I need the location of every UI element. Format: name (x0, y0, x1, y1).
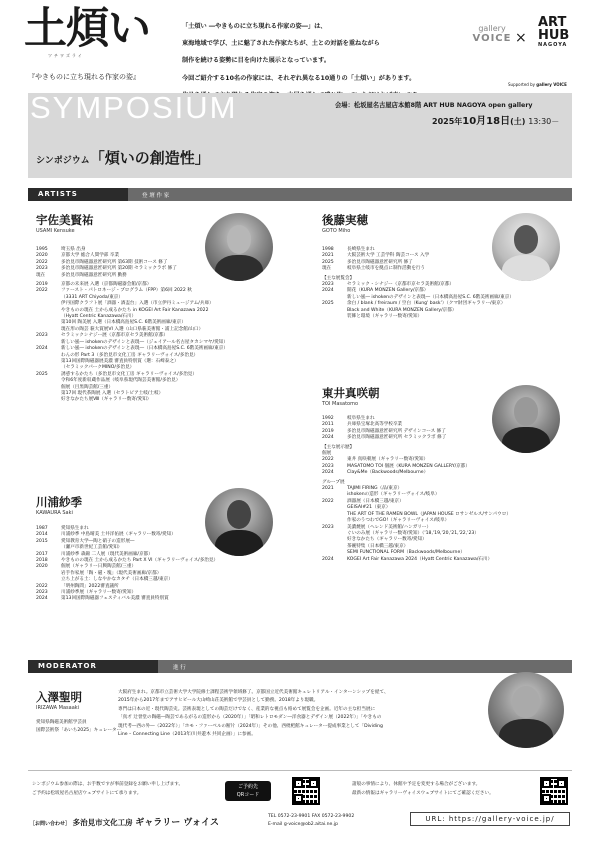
bio-detail: 兵庫県宝塚北高等学校卒業 (347, 422, 403, 428)
bio-row (36, 596, 218, 602)
intro-text: 「土煩い ―やきものに立ち現れる作家の姿―」は、 東海地域で学び、土に魅了された作家たちが、土との対話を重ねながら 制作を続ける姿勢に目を向けた展示となっています。 今回ご紹介する10名の作家には、それぞれ異なる10通りの「土煩い」があります。 (182, 23, 416, 82)
gallery-qr[interactable] (540, 777, 568, 805)
bio-year: 【主な展示歴】 (322, 444, 355, 450)
bio-year: 2024 (36, 346, 48, 352)
bio-year: 2022 (322, 457, 334, 463)
contact-details: TEL 0572-23-9901 FAX 0572-23-9902 E-mail g-voice@ob2.aitai.ne.jp (268, 814, 355, 827)
bio-detail: 酒器展（日本橋三越/東京） (347, 498, 404, 504)
bio-year: 2025 (322, 301, 334, 307)
bio-detail: 岐阜県土岐市を拠点に制作活動を行う (347, 266, 426, 272)
event-date: 2025年10月18日(土) 13:30－ (432, 116, 560, 127)
bio-year: 現在 (322, 266, 332, 272)
artist-toi: 東井真咲朝 TOI Masatomo (322, 386, 380, 407)
bio-year: グループ展 (322, 479, 345, 485)
bio-detail: 「明州陶問」2022審査議所 (61, 583, 119, 589)
bio-detail: 川浦紗季展（ギャラリー数寄/愛知） (61, 590, 137, 596)
footer-left-notes: シンポジウム参加の際は、お手数ですが事前登録をお願い申し上げます。 ご予約は松坂屋名古屋店ウェブサイトにて承ります。 (32, 782, 184, 796)
footer-right-notes: 諸般の事情により、休館や予定を変更する場合がございます。 最新の情報はギャラリーヴォイスウェブサイトにてご確認ください。 (352, 782, 494, 796)
main-title: 土煩い (24, 4, 150, 54)
bio-row (322, 314, 514, 320)
bio-detail: 現在形の陶芸 萩大賞展VI 入選（山口県萩美術館・浦上記念館/山口） (61, 326, 204, 332)
bio-detail: 余白 / blank / freiraum / 空白（Kung' bask'）（クマ財団ギャラリー/東京） (347, 301, 506, 307)
bio-detail: 埼玉県 出身 (61, 247, 86, 252)
bio-detail: わんの形 Part 3（多治見市文化工房 ギャラリーヴォイス/多治見） (61, 352, 199, 358)
symposium-word: SYMPOSIUM (30, 90, 238, 125)
subtitle: 『やきものに立ち現れる作家の姿』 (28, 73, 140, 81)
bio-year: 2024 (322, 288, 334, 294)
bio-detail: 個展（ギャラリー日興陶芸館/三重） (61, 564, 137, 570)
bio-row (36, 397, 228, 403)
cross-icon: × (515, 30, 527, 46)
bio-year: 2022 (322, 498, 334, 504)
moderator-info: 入澤聖明 IRIZAWA Masaaki 愛知県陶磁美術館学芸員 国際芸術祭「あいち2025」キュレーター (36, 690, 122, 733)
bio-detail: （3331 ART Chiyoda/東京） (61, 294, 123, 300)
bio-detail: 東井 真咲朝展（ギャラリー数寄/愛知） (347, 457, 429, 463)
bio-detail: 京都の未来展 入選（京都陶磁器会館/京都） (61, 282, 152, 288)
bio-year: 個展 (322, 451, 332, 457)
footer-divider (28, 770, 572, 771)
bio-detail: 好きなかたち（ギャラリー数寄/愛知） (347, 537, 427, 543)
venue: 会場：松坂屋名古屋店本館8階 ART HUB NAGOYA open gallery (335, 102, 533, 109)
bio-detail: GEISAI#21（東京） (347, 505, 391, 511)
bio-detail: 美濃焼展（ヘレンド美術館/ハンガリー） (347, 524, 432, 530)
moderator-photo (488, 672, 564, 748)
bio-year: 1992 (322, 416, 334, 421)
bio-detail: （Hyatt Centric Kanazawa/石川） (61, 314, 137, 320)
bio-detail: セラミック・シナジー（京都市京セラ美術館/京都） (347, 282, 455, 288)
bio-year: 2023 (322, 463, 334, 469)
bio-detail: 好きなかたち展Ⅷ（ギャラリー数寄/愛知） (61, 397, 152, 403)
bio-detail: 多治見市陶磁器意匠研究所 第20期 セラミックラボ 修了 (61, 266, 177, 272)
bio-detail: ファースト・パトロネージ・プログラム（FPP）第6回 2022 秋 (61, 288, 192, 294)
title-ruby: ツチワズライ (48, 53, 84, 58)
bio-year: 2021 (322, 486, 334, 492)
bio-detail: 装飾と環境（ギャラリー数寄/愛知） (347, 314, 423, 320)
bio-detail: 新しい風― ishokenのデザインと表現―（日本橋高島屋S.C. 6階美術画廊/東京） (61, 346, 228, 352)
artists-bar: ARTISTS 登 壇 作 家 (28, 188, 572, 201)
bio-year: 2021 (322, 253, 334, 259)
bio-detail: （瀬戸市新世紀工芸館/愛知） (61, 545, 123, 551)
bio-year: 2024 (322, 435, 334, 441)
bio-detail: 誘惑するかたち（多治見市文化工房 ギャラリーヴォイス/多治見） (61, 371, 197, 377)
bio-year: 2015 (36, 538, 48, 544)
bio-detail: 京都大学 総合人間学部 卒業 (61, 253, 120, 259)
bio-detail: 川浦紗季 森錦 二人展（現代美術画廊/京都） (61, 551, 153, 557)
bio-detail: SEMI FUNCTIONAL FORM（Backwoods/Melbourne） (347, 550, 465, 556)
artist-bio-kawaura (36, 526, 218, 603)
bio-year: 2023 (322, 282, 334, 288)
bio-detail: ぐいのみ展（ギャラリー数寄/愛知）（'18,'19,'20,'21,'22,'23） (347, 530, 479, 536)
bio-year (36, 397, 61, 403)
artist-bio-toi (322, 416, 511, 563)
art-hub-logo: ART HUB NAGOYA (538, 15, 570, 48)
moderator-bar: MODERATOR 進 行 (28, 660, 572, 673)
artist-name: 宇佐美賢祐 (36, 213, 94, 227)
bio-year: 2023 (36, 590, 48, 596)
bio-year: 2019 (322, 428, 334, 434)
bio-detail: 伊丹国際クラフト展「酒器・酒盃台」入選（市立伊丹ミュージアム/兵庫） (61, 301, 214, 307)
bio-detail: 第13回国際陶磁器展美濃 審査員特別賞（選：石崎泰之） (61, 358, 179, 364)
bio-detail: KOGEI Art Fair Kanazawa 2024（Hyatt Centric Kanazawa/石川） (347, 556, 493, 562)
bio-detail: やきものの現在 土から成るかたち in KOGEI Art Fair Kanazawa 2022 (61, 307, 209, 313)
bio-detail: MASATOMO TOI 個展（KURA MONZEN GALLERY/京都） (347, 463, 470, 469)
bio-detail: 茶碗特集（日本橋三越/東京） (347, 543, 409, 549)
bio-detail: 大阪芸術大学 工芸学科 陶芸コース 入学 (347, 253, 430, 259)
bio-detail: やきものの現在 土から成るかたち Part X VI（ギャラリーヴォイス/多治見） (61, 558, 219, 564)
bio-detail: 多治見市陶磁器意匠研究所 修了 (347, 259, 413, 265)
bio-detail: （セラミックパークMINO/多治見） (61, 365, 135, 371)
bio-detail: 岐阜県生まれ (347, 416, 375, 421)
bio-year: 2020 (36, 564, 48, 570)
artist-bio-goto (322, 247, 514, 320)
moderator-bio: 大阪府生まれ。京都市立芸術大学大学院修士課程芸術学領域修了。京都国立近代美術館キュレトリアル・インターンシップを経て、 2015年から2017年までアサヒビール大山崎山荘美術館で学芸員として勤務。2018年より現職。 専門は日本の近・現代陶芸史。芸術表現としての陶芸だけでなく、産業的な視点も絡めて展覧会を企画。近年の主な担当展に 「真才 辻誉堂の陶磁―陶芸であるがるの造形から（2020年）」「昭和レトロモダン―洋食器とデザイン展（2022年）」「やきもの 現代考―西の外―（2022年）」「ホモ・ファーベルの断片（2024年）」その他、西枇杷館キュレーター提成事業として「Dividing Line – Connecting Line（2013年/川井遊木 共同企画）」に参画。 (118, 690, 389, 738)
gallery-voice-logo: gallery VOICE (472, 24, 512, 44)
bio-detail: 第13回国際陶磁器フェスティバル美濃 審査員特別賞 (61, 596, 169, 602)
bio-detail: Black and White（KURA MONZEN Gallery/京都） (347, 307, 457, 313)
bio-year: 現在 (36, 272, 46, 278)
bio-year: 2011 (322, 422, 334, 428)
artist-roma: USAMI Kensuke (36, 228, 75, 234)
bio-detail: 長崎県生まれ (347, 247, 375, 252)
bio-detail: 愛知県生まれ (61, 526, 89, 531)
bio-detail: 愛知教育大学―陶と硝子の造形展― (61, 538, 135, 544)
bio-detail: 岩手作家展「陶・磁・塊」（現代美術画廊/京都） (61, 570, 162, 576)
bio-year: 2014 (36, 532, 48, 538)
bio-detail: THE ART OF THE RAMEN BOWL（JAPAN HOUSE ロサンゼルス/サンパウロ） (347, 511, 511, 517)
artist-kawaura: 川浦紗季 KAWAURA Saki (36, 495, 82, 516)
bio-detail: 立ち上がる土：しなやかなカタチ（日本橋三越/東京） (61, 577, 173, 583)
bio-detail: TAJIMI FIRING（品/東京） (347, 486, 403, 492)
bio-year: 2018 (36, 558, 48, 564)
bio-detail: 多治見市陶磁器意匠研究所 第63期 技術コース 修了 (61, 259, 168, 265)
bio-detail: 令和6年度新収蔵作品展（岐阜県現代陶芸美術館/多治見） (61, 378, 181, 384)
bio-row (322, 557, 511, 563)
bio-year: 2023 (36, 333, 48, 339)
bio-year: 2022 (36, 288, 48, 294)
artist-bio-usami (36, 247, 228, 404)
bio-detail: 新しい風― ishokenのデザインと表現―（ジェイアール名古屋タカシマヤ/愛知） (61, 339, 228, 345)
bio-detail: 多治見市陶磁器意匠研究所 デザインコース 修了 (347, 428, 446, 434)
website-url[interactable]: URL: https://gallery-voice.jp/ (410, 812, 570, 826)
bio-year: 1995 (36, 247, 48, 252)
bio-year: 2023 (36, 266, 48, 272)
bio-detail: 川浦紗季 中島晴美 土井洋佑展（ギャラリー数寄/愛知） (61, 532, 176, 538)
bio-year: 1987 (36, 526, 48, 531)
qr-label: ご予約先 QRコード (225, 781, 271, 801)
bio-year: 1998 (322, 247, 334, 252)
bio-year: 2024 (322, 470, 334, 476)
bio-detail: 開花（KURA MONZEN Gallery/京都） (347, 288, 429, 294)
bio-year: 2025 (36, 371, 48, 377)
reservation-qr[interactable] (292, 777, 320, 805)
bio-year: 2017 (36, 551, 48, 557)
bio-year: 2025 (322, 259, 334, 265)
bio-detail: ishokenの造形（ギャラリーヴォイス/岐阜） (347, 492, 440, 498)
bio-year: 2023 (322, 524, 334, 530)
symposium-heading: シンポジウム「煩いの創造性」 (36, 149, 210, 167)
bio-detail: 作家のうつわでGO!（ギャラリーヴォイス/岐阜） (347, 518, 450, 524)
bio-year: 2022 (36, 583, 48, 589)
bio-detail: 多治見市陶磁器意匠研究所 セラミックラボ 修了 (347, 435, 447, 441)
artist-goto: 後藤実穂 GOTO Miho (322, 213, 368, 234)
contact: ［お問い合わせ］ 多治見市文化工房 ギャラリー ヴォイス (30, 818, 219, 828)
bio-year: 2024 (36, 596, 48, 602)
bio-year: 2020 (36, 253, 48, 259)
bio-year: 2022 (36, 259, 48, 265)
bio-detail: セラミックシナジー展（京都市京セラ美術館/京都） (61, 333, 169, 339)
bio-year (322, 314, 347, 320)
bio-detail: Clay&Me（Backwoods/Melbourne） (347, 470, 429, 476)
bio-detail: 第10回 陶美展 入選（日本橋高島屋S.C. 6階美術画廊/東京） (61, 320, 186, 326)
bio-detail: 多治見市陶磁器意匠研究所 勤務 (61, 272, 127, 278)
bio-year: 【主な展覧会】 (322, 275, 355, 281)
bio-year: 2019 (36, 282, 48, 288)
bio-year: 2024 (322, 556, 334, 562)
bio-detail: 個展（目黒陶芸館/三重） (61, 384, 114, 390)
supported-by: Supported by gallery VOICE (508, 82, 567, 87)
artist-usami (36, 212, 94, 234)
bio-detail: 新しい風― ishokenのデザインと表現―（日本橋高島屋S.C. 6階美術画廊/東京） (347, 294, 514, 300)
bio-detail: 第17回 現代茶陶展 入選（セラトピア土岐/土岐） (61, 390, 164, 396)
